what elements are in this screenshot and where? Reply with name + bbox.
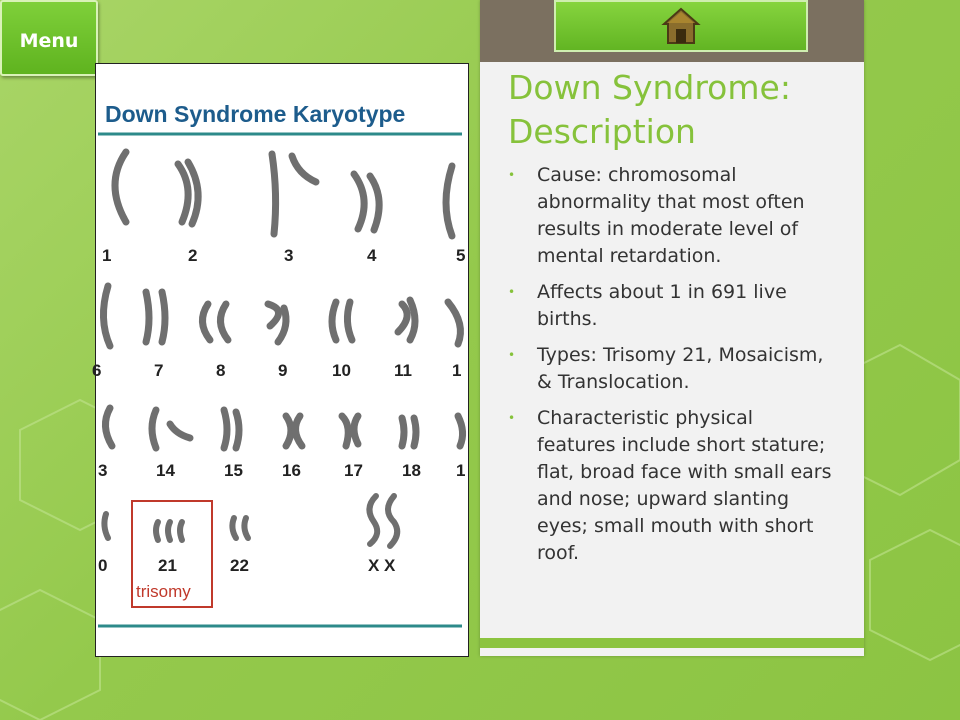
bullet-list [506,162,836,576]
chromosome-label: 5 [456,246,466,265]
chromosome-label: 1 [452,361,462,380]
karyotype-title: Down Syndrome Karyotype [105,101,406,127]
bullet-text: Affects about 1 in 691 live births. [537,281,787,330]
chromosome-label: 22 [230,556,249,575]
chromosome-label: 4 [367,246,377,265]
bullet-icon: • [508,411,516,425]
chromosome-label: 7 [154,361,164,380]
home-button[interactable] [554,0,808,52]
chromosome-label: 3 [284,246,294,265]
chromosome-label: 21 [158,556,177,575]
bullet-icon: • [508,285,516,299]
chromosome-label: X X [368,556,396,575]
home-icon [662,6,700,46]
chromosome-label: 6 [92,361,102,380]
bullet-icon: • [508,168,516,182]
bullet-item [506,279,836,333]
chromosome-label: 10 [332,361,351,380]
bullet-item [506,342,836,396]
panel-footer-bar [480,638,864,648]
chromosome-label: 1 [102,246,112,265]
trisomy-label: trisomy [136,582,191,601]
chromosome-label: 0 [98,556,108,575]
chromosome-label: 3 [98,461,108,480]
bullet-text: Characteristic physical features include short stature; flat, broad face with small ears and nose; upward slanting eyes; small mouth with short roof. [537,407,832,564]
bullet-icon: • [508,348,516,362]
slide-title: Down Syndrome: Description [508,68,791,151]
bullet-item [506,405,836,567]
bullet-text: Types: Trisomy 21, Mosaicism, & Translocation. [537,344,824,393]
menu-label: Menu [19,30,79,52]
bullet-item [506,162,836,270]
bullet-text: Cause: chromosomal abnormality that most often results in moderate level of mental retardation. [537,164,805,267]
chromosome-label: 8 [216,361,226,380]
chromosome-label: 16 [282,461,301,480]
chromosome-label: 9 [278,361,288,380]
chromosome-label: 14 [156,461,175,480]
chromosome-label: 18 [402,461,421,480]
chromosome-label: 2 [188,246,198,265]
menu-button[interactable] [0,0,98,76]
chromosome-label: 15 [224,461,243,480]
chromosome-label: 17 [344,461,363,480]
content-panel [480,0,864,656]
karyotype-image [92,63,469,657]
chromosome-label: 1 [456,461,466,480]
panel-header [480,0,864,62]
chromosome-label: 11 [394,361,412,380]
